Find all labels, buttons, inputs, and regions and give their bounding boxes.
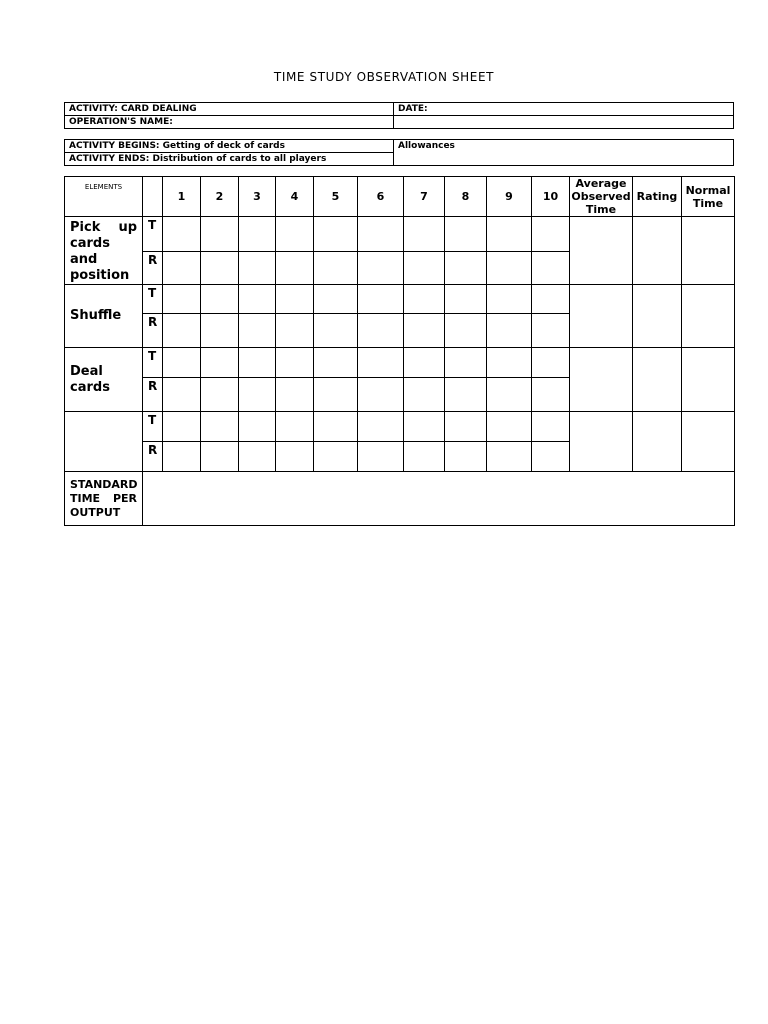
reading-label: R [143, 442, 163, 472]
observation-cell [163, 442, 201, 472]
operation-name-value [394, 116, 734, 129]
cycle-header: 4 [276, 177, 314, 217]
cycle-header: 10 [532, 177, 570, 217]
observation-cell [532, 285, 570, 314]
observation-cell [487, 251, 532, 284]
observation-cell [445, 442, 487, 472]
observation-cell [532, 378, 570, 412]
observation-cell [487, 378, 532, 412]
observation-cell [314, 251, 358, 284]
observation-cell [358, 217, 404, 252]
observation-cell [487, 217, 532, 252]
observation-cell [445, 348, 487, 378]
element-name-line: cards [70, 379, 110, 395]
cycle-header: 8 [445, 177, 487, 217]
element-t-row [65, 412, 735, 442]
header-line: Time [585, 203, 617, 216]
observation-cell [445, 251, 487, 284]
observation-cell [358, 285, 404, 314]
time-label: T [143, 217, 163, 252]
observation-cell [163, 348, 201, 378]
observation-cell [532, 251, 570, 284]
observation-table [64, 176, 735, 526]
observation-cell [276, 412, 314, 442]
element-t-row [65, 348, 735, 378]
time-label: T [143, 285, 163, 314]
normal-time-cell [682, 217, 735, 285]
observation-cell [445, 217, 487, 252]
element-name-line: position [70, 268, 130, 283]
observation-cell [314, 412, 358, 442]
observation-cell [487, 412, 532, 442]
cycle-header: 6 [358, 177, 404, 217]
activity-ends-field: ACTIVITY ENDS: Distribution of cards to all players [65, 153, 394, 166]
observation-cell [239, 285, 276, 314]
allowances-field: Allowances [394, 140, 734, 166]
observation-cell [163, 412, 201, 442]
tr-header-blank [143, 177, 163, 217]
observation-cell [201, 217, 239, 252]
average-observed-time-header [570, 177, 633, 217]
cycle-header: 1 [163, 177, 201, 217]
observation-cell [239, 348, 276, 378]
observation-cell [201, 314, 239, 348]
observation-cell [201, 378, 239, 412]
operation-name-field: OPERATION'S NAME: [65, 116, 394, 129]
header-row [65, 177, 735, 217]
observation-cell [314, 285, 358, 314]
activity-scope-table [64, 139, 734, 166]
element-name-line: cards and [70, 236, 110, 267]
standard-time-line: OUTPUT [70, 505, 121, 519]
observation-cell [532, 314, 570, 348]
observation-cell [532, 348, 570, 378]
observation-cell [239, 251, 276, 284]
observation-cell [163, 285, 201, 314]
element-t-row [65, 217, 735, 252]
observation-cell [276, 217, 314, 252]
observation-cell [276, 442, 314, 472]
observation-cell [314, 378, 358, 412]
activity-field: ACTIVITY: CARD DEALING [65, 103, 394, 116]
observation-cell [163, 378, 201, 412]
observation-cell [404, 442, 445, 472]
standard-time-value [143, 472, 735, 526]
element-name-cell [65, 412, 143, 472]
date-field: DATE: [394, 103, 734, 116]
observation-cell [163, 217, 201, 252]
observation-cell [276, 251, 314, 284]
observation-cell [201, 285, 239, 314]
observation-cell [445, 314, 487, 348]
elements-header: ELEMENTS [65, 177, 143, 217]
observation-cell [239, 217, 276, 252]
element-name-line: Pick up [70, 220, 137, 235]
header-line: Observed [571, 190, 631, 203]
observation-cell [276, 348, 314, 378]
observation-cell [487, 442, 532, 472]
header-line: Average [575, 177, 627, 190]
observation-cell [404, 378, 445, 412]
element-name-cell [65, 285, 143, 348]
average-observed-time-cell [570, 348, 633, 412]
rating-cell [633, 217, 682, 285]
element-t-row [65, 285, 735, 314]
observation-cell [404, 348, 445, 378]
cycle-header: 2 [201, 177, 239, 217]
average-observed-time-cell [570, 285, 633, 348]
observation-cell [314, 314, 358, 348]
rating-cell [633, 285, 682, 348]
average-observed-time-cell [570, 217, 633, 285]
observation-cell [358, 314, 404, 348]
observation-cell [163, 251, 201, 284]
element-name-cell [65, 217, 143, 285]
observation-cell [358, 378, 404, 412]
element-name-line: Deal [70, 363, 103, 379]
activity-begins-field: ACTIVITY BEGINS: Getting of deck of cards [65, 140, 394, 153]
observation-cell [239, 378, 276, 412]
observation-cell [445, 378, 487, 412]
observation-cell [201, 251, 239, 284]
observation-cell [532, 217, 570, 252]
rating-cell [633, 412, 682, 472]
standard-time-row [65, 472, 735, 526]
observation-cell [404, 314, 445, 348]
observation-cell [445, 285, 487, 314]
reading-label: R [143, 251, 163, 284]
rating-cell [633, 348, 682, 412]
observation-cell [314, 442, 358, 472]
observation-cell [276, 378, 314, 412]
reading-label: R [143, 378, 163, 412]
observation-cell [487, 314, 532, 348]
observation-cell [239, 442, 276, 472]
normal-time-cell [682, 412, 735, 472]
observation-cell [404, 412, 445, 442]
sheet-title: TIME STUDY OBSERVATION SHEET [273, 70, 495, 84]
header-line: Time [692, 196, 724, 210]
normal-time-cell [682, 285, 735, 348]
standard-time-line: TIME PER [70, 491, 137, 505]
observation-cell [163, 314, 201, 348]
element-name-cell [65, 348, 143, 412]
observation-cell [532, 412, 570, 442]
observation-cell [532, 442, 570, 472]
cycle-header: 5 [314, 177, 358, 217]
standard-time-line: STANDARD [70, 477, 138, 491]
normal-time-header [682, 177, 735, 217]
cycle-header: 3 [239, 177, 276, 217]
time-label: T [143, 412, 163, 442]
observation-cell [239, 412, 276, 442]
observation-cell [404, 285, 445, 314]
reading-label: R [143, 314, 163, 348]
observation-cell [314, 217, 358, 252]
observation-cell [358, 251, 404, 284]
observation-cell [404, 217, 445, 252]
observation-cell [404, 251, 445, 284]
observation-cell [276, 285, 314, 314]
cycle-header: 9 [487, 177, 532, 217]
observation-cell [239, 314, 276, 348]
normal-time-cell [682, 348, 735, 412]
rating-header: Rating [633, 177, 682, 217]
observation-cell [276, 314, 314, 348]
observation-cell [487, 348, 532, 378]
observation-cell [201, 348, 239, 378]
observation-cell [445, 412, 487, 442]
observation-cell [487, 285, 532, 314]
observation-cell [314, 348, 358, 378]
standard-time-label [65, 472, 143, 526]
average-observed-time-cell [570, 412, 633, 472]
observation-cell [358, 442, 404, 472]
header-line: Normal [685, 183, 731, 197]
time-label: T [143, 348, 163, 378]
cycle-header: 7 [404, 177, 445, 217]
observation-cell [201, 412, 239, 442]
element-name-line: Shuffle [70, 308, 122, 323]
activity-info-table [64, 102, 734, 129]
observation-cell [201, 442, 239, 472]
observation-cell [358, 412, 404, 442]
observation-cell [358, 348, 404, 378]
